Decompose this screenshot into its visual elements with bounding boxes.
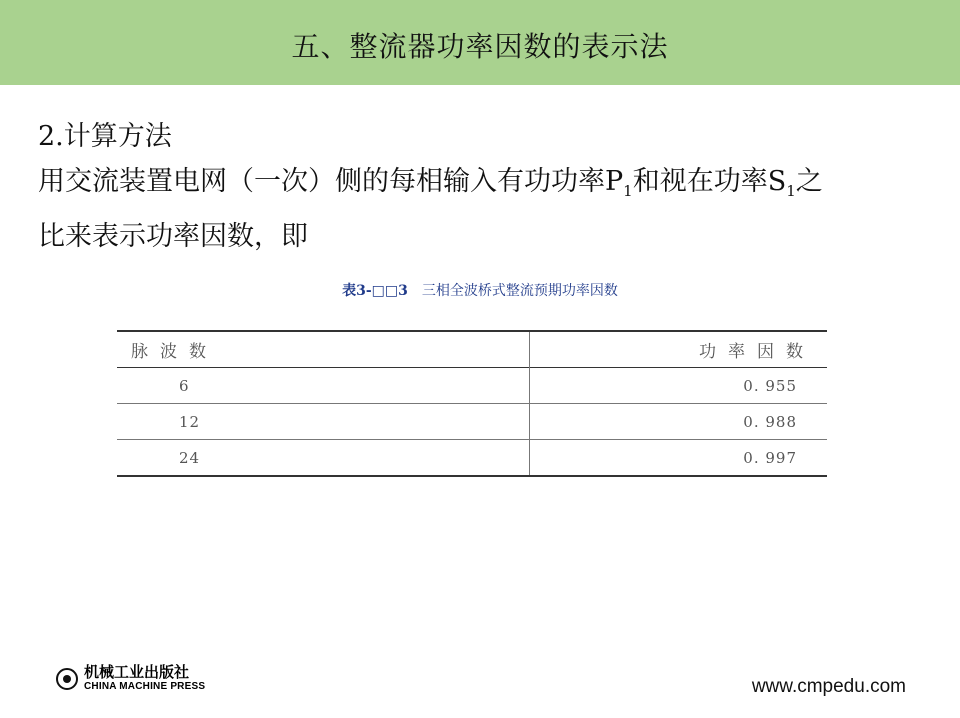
power-factor-cell: 0. 955 [743, 376, 797, 395]
table-caption-text: 三相全波桥式整流预期功率因数 [421, 283, 618, 299]
table-row [117, 440, 827, 477]
paragraph-text-b: 和视在功率S [632, 166, 787, 197]
publisher-logo [56, 664, 205, 693]
table-header-row [117, 331, 827, 368]
body-text [38, 114, 928, 259]
paragraph-text-c: 之 [795, 166, 823, 197]
power-factor-cell: 0. 988 [743, 412, 797, 431]
slide-title: 五、整流器功率因数的表示法 [291, 29, 669, 63]
publisher-name-en: CHINA MACHINE PRESS [84, 681, 206, 692]
paragraph-line-1 [38, 159, 928, 214]
header-pulse-count: 脉波数 [117, 331, 530, 368]
s-subscript: 1 [786, 182, 796, 200]
p-subscript: 1 [623, 182, 633, 200]
header-power-factor: 功率因数 [699, 342, 815, 362]
pulse-count-cell: 24 [117, 440, 530, 477]
paragraph-line-2: 比来表示功率因数，即 [38, 221, 308, 252]
title-bar [0, 0, 960, 85]
paragraph-text-a: 用交流装置电网（一次）侧的每相输入有功功率P [38, 166, 624, 197]
table-row [117, 368, 827, 404]
website-url: www.cmpedu.com [751, 676, 906, 697]
table-row [117, 404, 827, 440]
section-heading: 2.计算方法 [38, 121, 172, 152]
publisher-names [84, 664, 205, 693]
publisher-name-cn: 机械工业出版社 [84, 663, 190, 681]
publisher-emblem-icon [56, 668, 78, 690]
pulse-count-cell: 6 [117, 368, 530, 404]
power-factor-cell: 0. 997 [743, 448, 797, 467]
power-factor-table [117, 330, 827, 477]
pulse-count-cell: 12 [117, 404, 530, 440]
table-caption-number: 表3-□□3 [342, 283, 408, 299]
table-caption [0, 280, 960, 300]
